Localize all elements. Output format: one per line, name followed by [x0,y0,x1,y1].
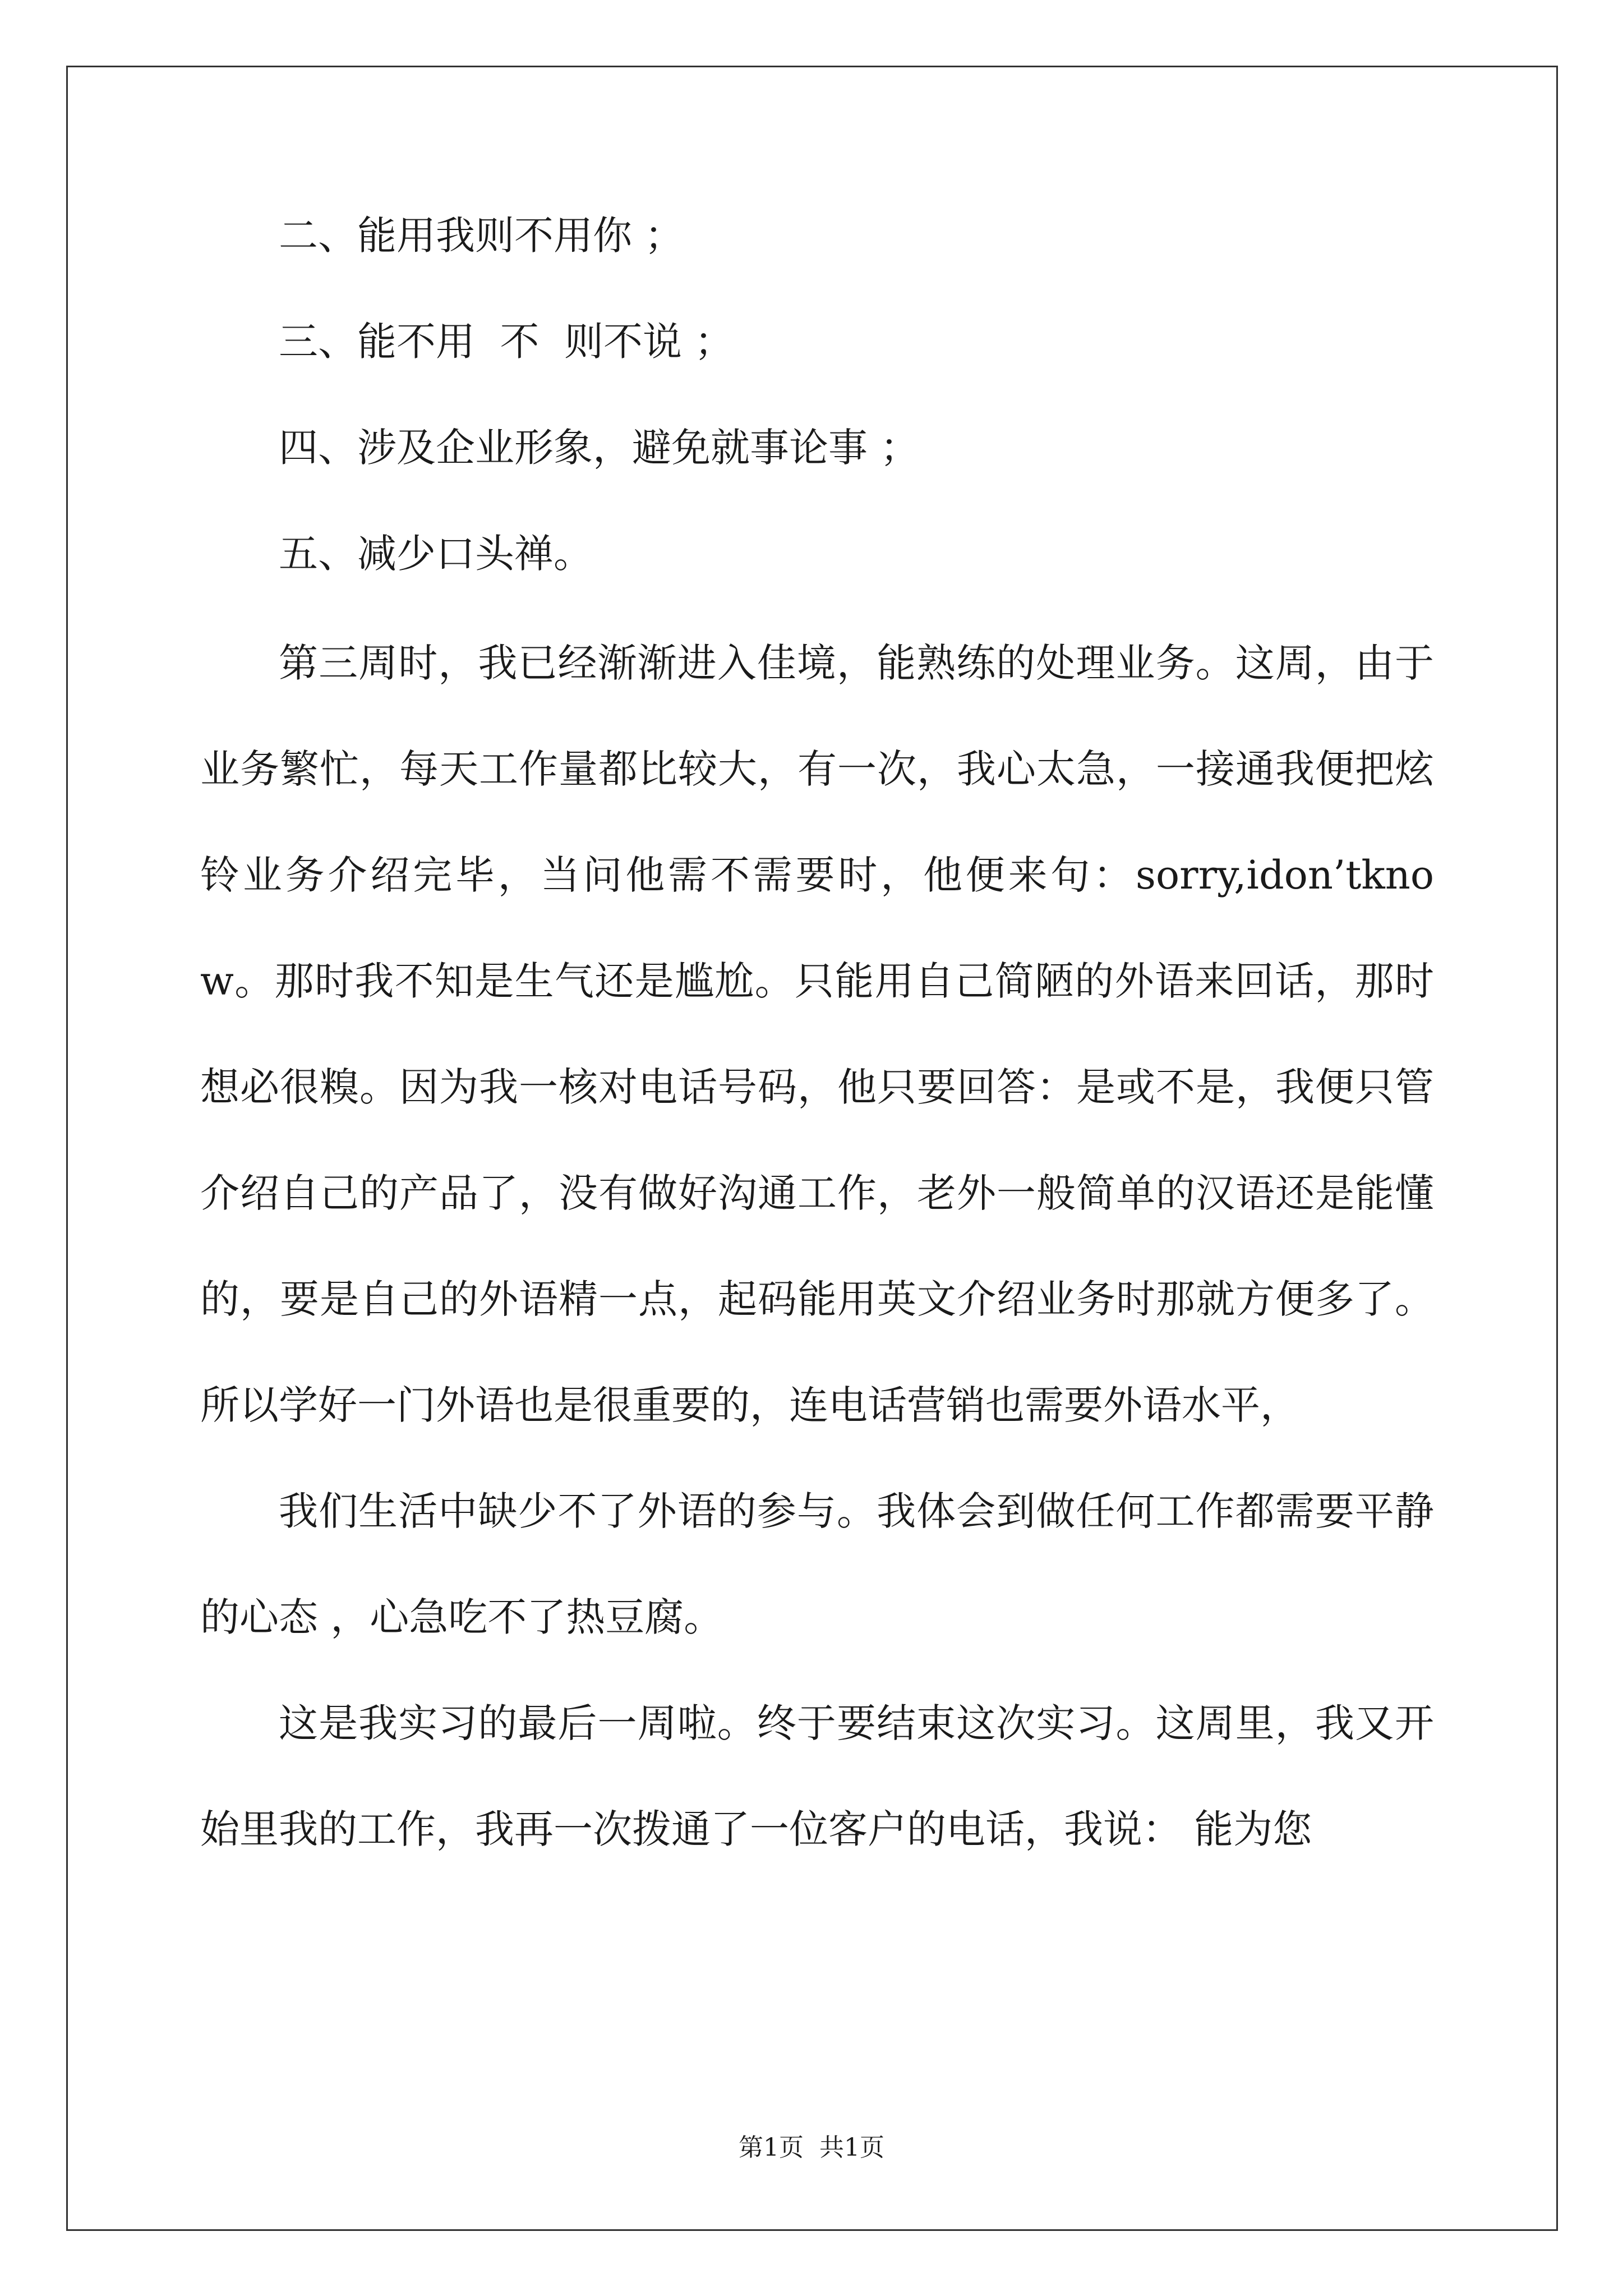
paragraph-foreign-language: 我们生活中缺少不了外语的参与。我体会到做任何工作都需要平静的心态 ，心急吃不了热豆腐。 [200,1488,1434,1640]
list-item-5: 五、减少口头禅。 [279,531,593,577]
paragraph-third-week: 第三周时，我已经渐渐进入佳境，能熟练的处理业务。这周，由于业务繁忙，每天工作量都比较大，有一次，我心太急，一接通我便把炫铃业务介绍完毕，当问他需不需要时，他便来句：sorry,idon’tknow。那时我不知是生气还是尴尬。只能用自己简陋的外语来回话，那时想必很糗。因为我一核对电话号码，他只要回答：是或不是，我便只管介绍自己的产品了，没有做好沟通工作，老外一般简单的汉语还是能懂的，要是自己的外语精一点，起码能用英文介绍业务时那就方便多了。所以学好一门外语也是很重要的，连电话营销也需要外语水平， [200,640,1434,1428]
list-item-4: 四、涉及企业形象，避免就事论事 ； [279,425,920,471]
page-footer: 第1页 共1页 [739,2133,884,2162]
list-item-3: 三、能不用 不 则不说 ； [279,319,734,365]
document-body [200,213,1434,1883]
paragraph-last-week: 这是我实习的最后一周啦。终于要结束这次实习。这周里，我又开始里我的工作，我再一次拨通了一位客户的电话，我说： 能为您 [200,1700,1434,1852]
list-item-2: 二、能用我则不用你 ； [279,213,684,259]
